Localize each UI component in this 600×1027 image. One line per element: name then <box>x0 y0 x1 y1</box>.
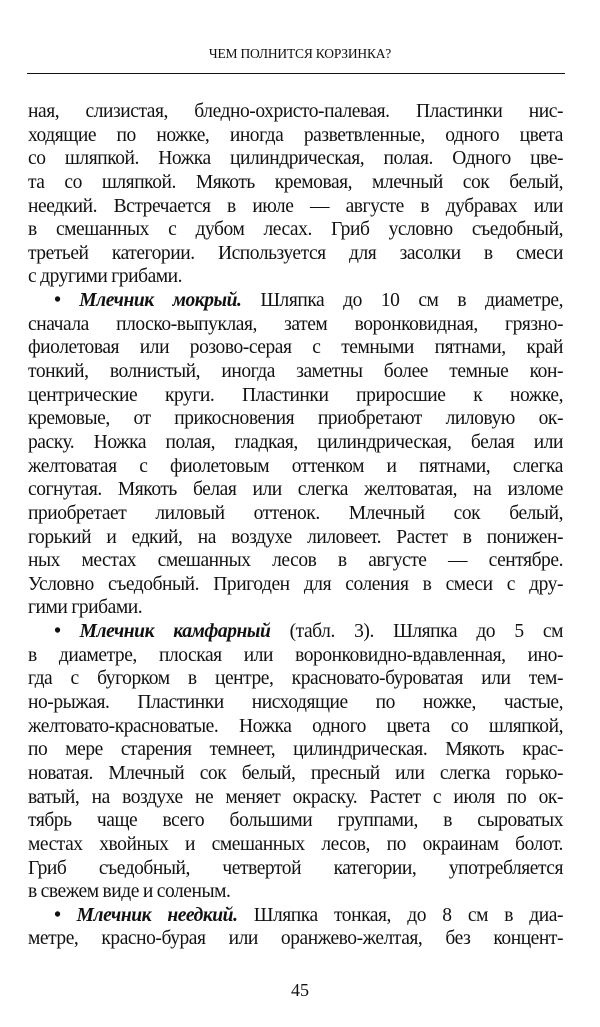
text-line: в диаметре, плоская или воронковидно-вдавленная, ино- <box>28 644 563 666</box>
text-line: фиолетовая или розово-серая с темными пятнами, край <box>28 337 563 359</box>
text-line: гда с бугорком в центре, красновато-буроватая или тем- <box>28 668 563 690</box>
text-line: Условно съедобный. Пригоден для соления в смеси с дру- <box>28 573 563 595</box>
text-line: желтоватая с фиолетовым оттенком и пятнами, слегка <box>28 455 563 477</box>
text-line: метре, красно-бурая или оранжево-желтая, без концент- <box>28 928 563 950</box>
entry-title: • Млечник мокрый. <box>54 290 242 312</box>
text-line: тябрь чаще всего большими группами, в сыроватых <box>28 810 563 832</box>
text-line: горький и едкий, на воздухе лиловеет. Растет в понижен- <box>28 526 563 548</box>
text-line: гими грибами. <box>28 597 143 619</box>
paragraph <box>28 904 563 951</box>
entry-title: • Млечник камфарный <box>54 621 271 643</box>
text-line: ходящие по ножке, иногда разветвленные, одного цвета <box>28 124 563 146</box>
text-line: кремовые, от прикосновения приобретают лиловую ок- <box>28 408 563 430</box>
text-line: в смешанных с дубом лесах. Гриб условно съедобный, <box>28 219 563 241</box>
header-rule <box>27 73 565 74</box>
entry-title: • Млечник неедкий. <box>54 904 238 926</box>
text-line: с другими грибами. <box>28 266 183 288</box>
text-line: тонкий, волнистый, иногда заметны более темные кон- <box>28 361 563 383</box>
text-line <box>28 904 563 928</box>
paragraph <box>28 289 563 620</box>
text-line: в свежем виде и соленым. <box>28 881 231 903</box>
text-line-rest: Шляпка до 10 см в диаметре, <box>241 290 564 312</box>
text-line: третьей категории. Используется для засолки в смеси <box>28 242 563 264</box>
text-line: согнутая. Мякоть белая или слегка желтоватая, на изломе <box>28 479 563 501</box>
running-header: ЧЕМ ПОЛНИТСЯ КОРЗИНКА? <box>208 46 392 61</box>
text-line: ных местах смешанных лесов в августе — сентябре. <box>28 550 563 572</box>
text-line: та со шляпкой. Мякоть кремовая, млечный сок белый, <box>28 171 563 193</box>
text-line: но-рыжая. Пластинки нисходящие по ножке, частые, <box>28 692 563 714</box>
text-line: ная, слизистая, бледно-охристо-палевая. Пластинки нис- <box>28 101 563 122</box>
text-line <box>28 620 563 644</box>
text-line: по мере старения темнеет, цилиндрическая. Мякоть крас- <box>28 739 563 761</box>
text-line: новатая. Млечный сок белый, пресный или слегка горько- <box>28 762 563 784</box>
text-line: раску. Ножка полая, гладкая, цилиндрическая, белая или <box>28 431 563 453</box>
text-line: ватый, на воздухе не меняет окраску. Растет с июля по ок- <box>28 786 563 808</box>
text-line: местах хвойных и смешанных лесов, по окраинам болот. <box>28 833 563 855</box>
text-line: желтовато-красноватые. Ножка одного цвета со шляпкой, <box>28 715 563 737</box>
text-line: приобретает лиловый оттенок. Млечный сок белый, <box>28 502 563 524</box>
text-line: со шляпкой. Ножка цилиндрическая, полая. Одного цве- <box>28 148 563 170</box>
text-line: неедкий. Встречается в июле — августе в дубравах или <box>28 195 563 217</box>
paragraph <box>28 100 563 289</box>
paragraph <box>28 620 563 904</box>
text-line-rest: Шляпка тонкая, до 8 см в диа- <box>237 904 563 926</box>
text-line: центрические круги. Пластинки приросшие к ножке, <box>28 384 563 406</box>
body-text <box>28 100 563 951</box>
text-line: Гриб съедобный, четвертой категории, употребляется <box>28 857 563 879</box>
page-number: 45 <box>291 980 309 1000</box>
text-line-rest: (табл. 3). Шляпка до 5 см <box>270 621 563 643</box>
text-line: сначала плоско-выпуклая, затем воронковидная, грязно- <box>28 313 563 335</box>
text-line <box>28 289 563 313</box>
